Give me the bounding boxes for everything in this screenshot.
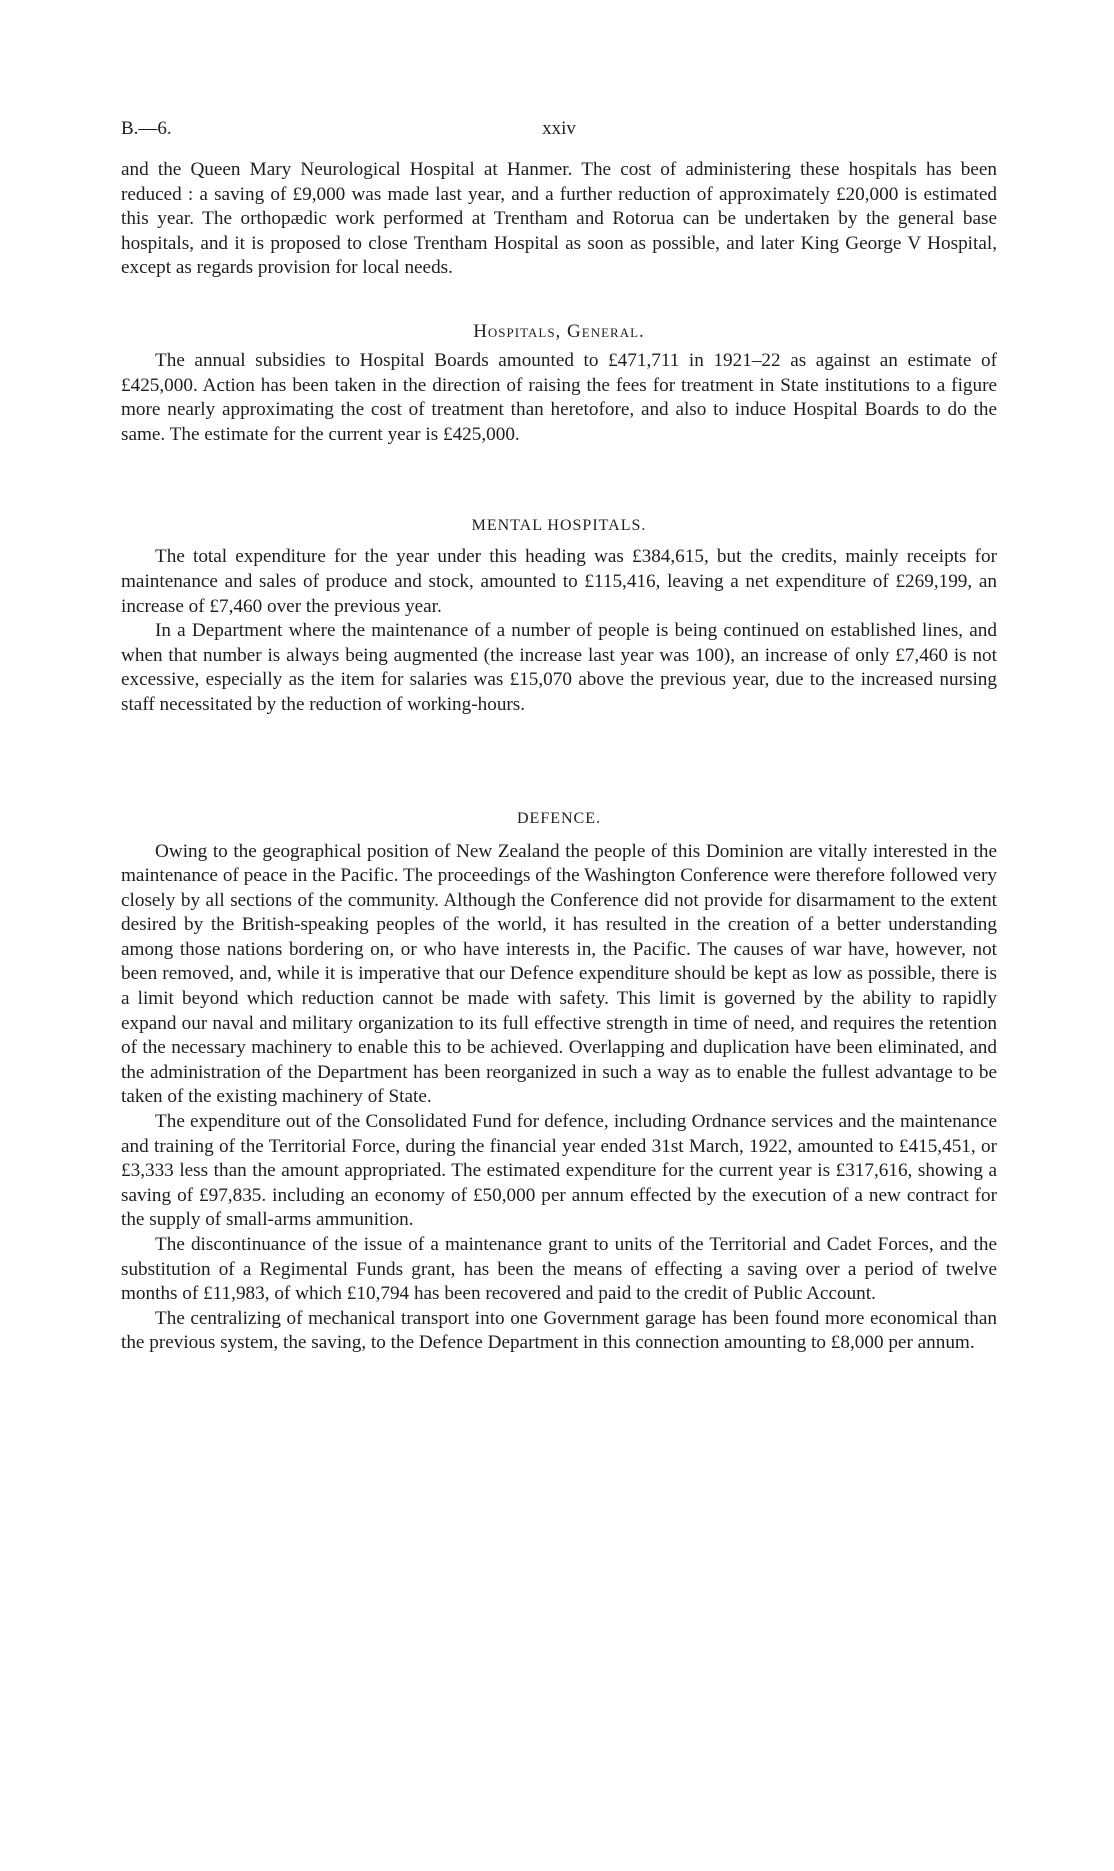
- mental-hospitals-heading: MENTAL HOSPITALS.: [471, 517, 647, 535]
- defence-paragraph: The expenditure out of the Consolidated Fund for defence, including Ordnance services and the maintenance and training of the Territorial Force, during the financial year ended 31st March, 1922, amounted to £415,451, or £3,333 less than the amount appropriated. The estimated expenditure for the current year is £317,616, showing a saving of £97,835. including an economy of £50,000 per annum effected by the execution of a new contract for the supply of small-arms ammunition.: [121, 1111, 997, 1231]
- intro-paragraph: and the Queen Mary Neurological Hospital at Hanmer. The cost of administering these hospitals has been reduced : a saving of £9,000 was made last year, and a further reduction of approximately £20,000 is estimated this year. The orthopædic work performed at Trentham and Rotorua can be undertaken by the general base hospitals, and it is proposed to close Trentham Hospital as soon as possible, and later King George V Hospital, except as regards provision for local needs.: [121, 159, 997, 279]
- defence-paragraph: Owing to the geographical position of New Zealand the people of this Dominion are vitally interested in the maintenance of peace in the Pacific. The proceedings of the Washington Conference were therefore followed very closely by all sections of the community. Although the Conference did not provide for disarmament to the extent desired by the British-speaking peoples of the world, it has resulted in the creation of a better understanding among those nations bordering on, or who have interests in, the Pacific. The causes of war have, however, not been removed, and, while it is imperative that our Defence expenditure should be kept as low as possible, there is a limit beyond which reduction cannot be made with safety. This limit is governed by the ability to rapidly expand our naval and military organization to its full effective strength in time of need, and requires the retention of the necessary machinery to enable this to be achieved. Overlapping and duplication have been eliminated, and the administration of the Department has been reorganized in such a way as to enable the fullest advantage to be taken of the existing machinery of State.: [121, 840, 997, 1108]
- defence-heading: DEFENCE.: [517, 809, 601, 827]
- defence-paragraph: The discontinuance of the issue of a maintenance grant to units of the Territorial and Cadet Forces, and the substitution of a Regimental Funds grant, has been the means of effecting a saving over a period of twelve months of £11,983, of which £10,794 has been recovered and paid to the credit of Public Account.: [121, 1234, 997, 1305]
- defence-paragraph: The centralizing of mechanical transport into one Government garage has been found more economical than the previous system, the saving, to the Defence Department in this connection amounting to £8,000 per annum.: [121, 1307, 997, 1354]
- hospitals-general-heading: Hospitals, General.: [473, 320, 645, 342]
- document-page: [121, 118, 997, 1356]
- mental-hospitals-paragraph: In a Department where the maintenance of a number of people is being continued on established lines, and when that number is always being augmented (the increase last year was 100), an increase of only £7,460 is not excessive, especially as the item for salaries was £15,070 above the previous year, due to the increased nursing staff necessitated by the reduction of working-hours.: [121, 620, 997, 715]
- hospitals-general-paragraph: The annual subsidies to Hospital Boards amounted to £471,711 in 1921–22 as against an estimate of £425,000. Action has been taken in the direction of raising the fees for treatment in State institutions to a figure more nearly approximating the cost of treatment than heretofore, and also to induce Hospital Boards to do the same. The estimate for the current year is £425,000.: [121, 349, 997, 445]
- page-header: [121, 118, 997, 158]
- document-code: B.—6.: [121, 118, 172, 139]
- mental-hospitals-paragraph: The total expenditure for the year under this heading was £384,615, but the credits, mainly receipts for maintenance and sales of produce and stock, amounted to £115,416, leaving a net expenditure of £269,199, an increase of £7,460 over the previous year.: [121, 546, 997, 617]
- page-number: xxiv: [542, 118, 576, 139]
